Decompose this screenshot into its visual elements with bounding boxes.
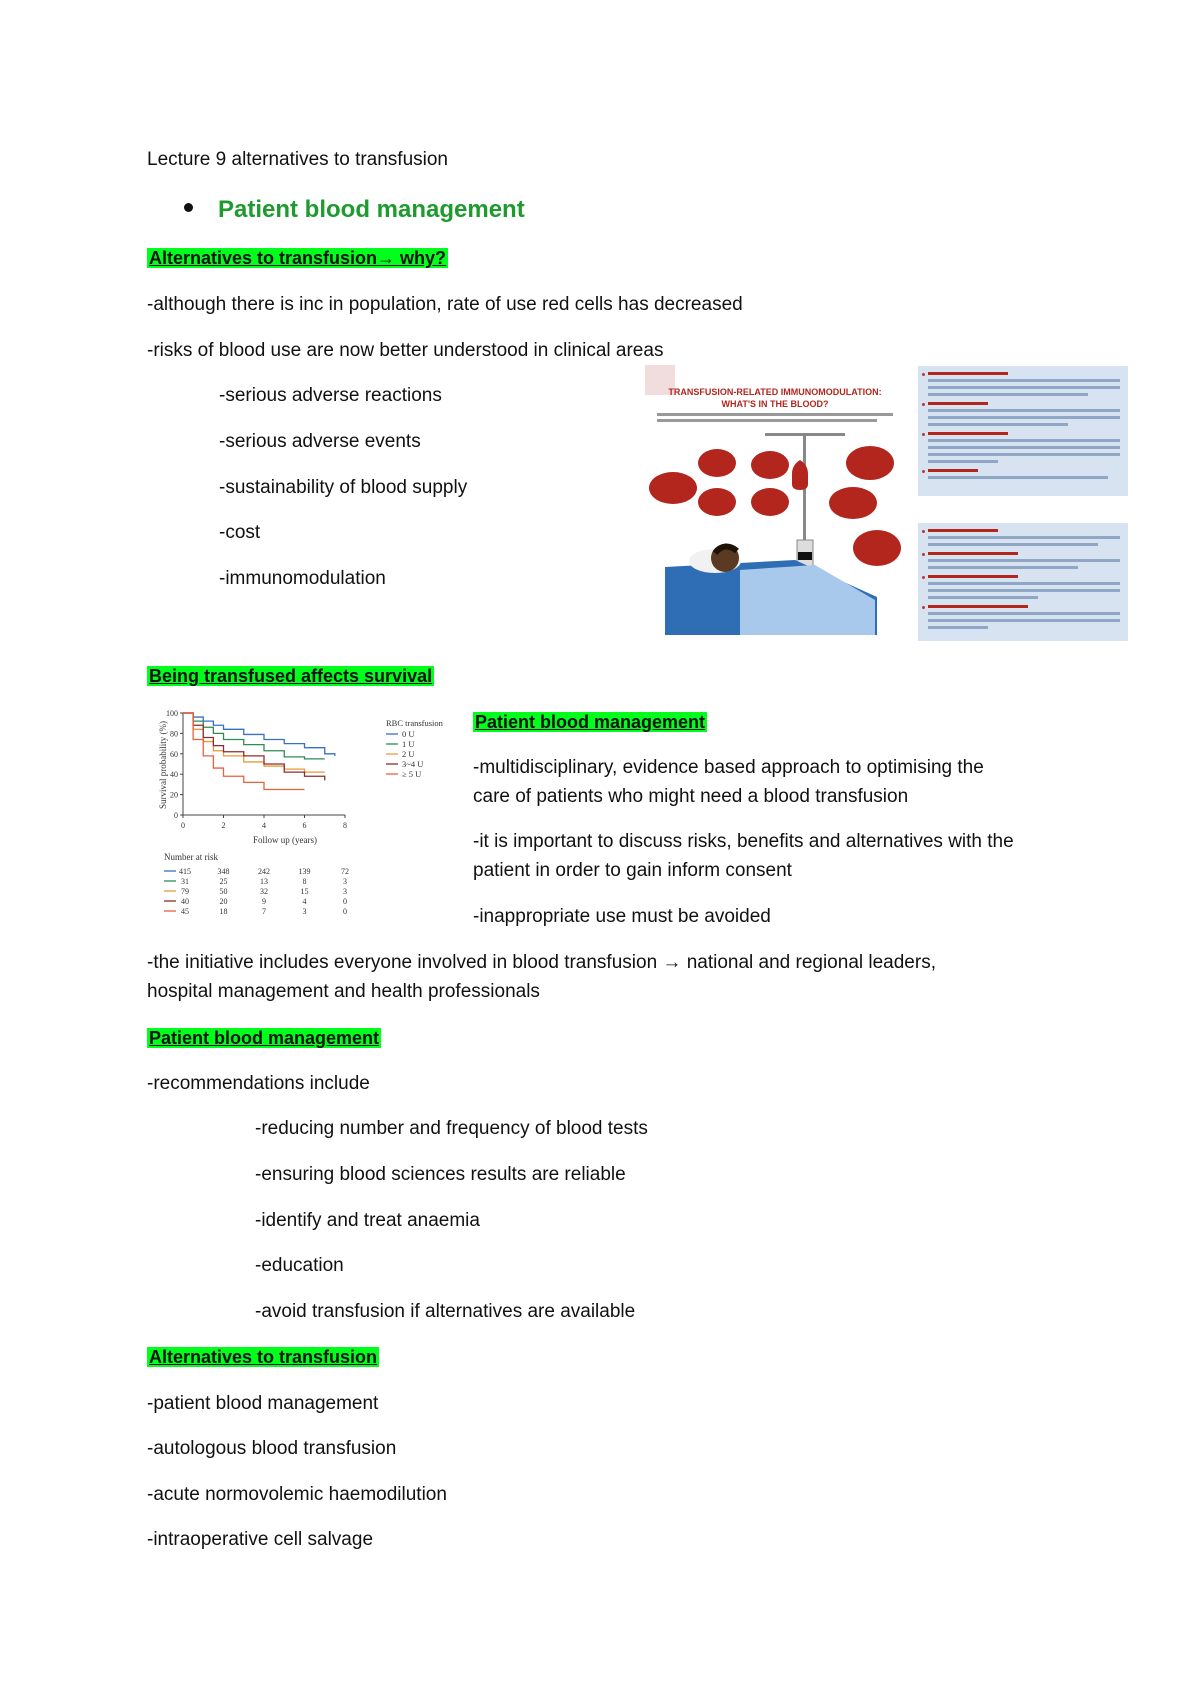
- text-line: -it is important to discuss risks, benefits and alternatives with the: [473, 831, 1014, 852]
- risk-cell: 9: [262, 897, 266, 906]
- risk-cell: 3: [343, 887, 347, 896]
- legend-label: ≥ 5 U: [402, 769, 422, 779]
- list-item: -intraoperative cell salvage: [147, 1529, 374, 1550]
- section-heading-why: Alternatives to transfusion→ why?: [149, 248, 447, 268]
- infographic-sidebar-top: [918, 366, 1128, 496]
- text-line: -multidisciplinary, evidence based approach to optimising the: [473, 757, 984, 778]
- lecture-title: Lecture 9 alternatives to transfusion: [147, 149, 449, 170]
- legend-label: 2 U: [402, 749, 415, 759]
- risk-cell: 20: [219, 897, 228, 906]
- text-line: patient in order to gain inform consent: [473, 860, 792, 881]
- risk-cell: 3: [343, 877, 347, 886]
- list-item: -serious adverse reactions: [219, 385, 442, 406]
- list-item: -patient blood management: [147, 1393, 379, 1414]
- risk-cell: 139: [298, 867, 311, 876]
- risk-cell: 15: [300, 887, 309, 896]
- risk-cell: 242: [258, 867, 270, 876]
- legend-label: 0 U: [402, 729, 415, 739]
- y-axis-label: Survival probability (%): [158, 721, 168, 809]
- list-item: -acute normovolemic haemodilution: [147, 1484, 447, 1505]
- text-line: -although there is inc in population, rate of use red cells has decreased: [147, 294, 743, 315]
- section-heading-alternatives: Alternatives to transfusion: [149, 1347, 378, 1367]
- y-tick-label: 0: [174, 811, 178, 820]
- bubble: [751, 451, 789, 479]
- text-line: -the initiative includes everyone involved in blood transfusion → national and regional leaders,: [147, 952, 936, 973]
- x-axis-label: Follow up (years): [253, 835, 317, 845]
- bubble: [846, 446, 894, 480]
- section-heading-pbm-1: Patient blood management: [475, 712, 706, 732]
- y-tick-label: 60: [170, 749, 178, 759]
- risk-cell: 45: [181, 907, 189, 916]
- section-heading-pbm-2: Patient blood management: [149, 1028, 380, 1048]
- legend-label: 3~4 U: [402, 759, 424, 769]
- risk-cell: 32: [260, 887, 268, 896]
- series-line-3: [183, 713, 325, 780]
- bubble: [853, 530, 901, 566]
- text-line: care of patients who might need a blood transfusion: [473, 786, 909, 807]
- x-tick-label: 4: [262, 821, 266, 830]
- bubble: [698, 488, 736, 516]
- risk-cell: 0: [343, 907, 347, 916]
- list-item: -ensuring blood sciences results are reliable: [255, 1164, 626, 1185]
- y-tick-label: 100: [166, 709, 178, 718]
- risk-cell: 79: [181, 887, 189, 896]
- list-item: -immunomodulation: [219, 568, 386, 589]
- y-tick-label: 80: [170, 729, 178, 739]
- risk-cell: 7: [262, 907, 266, 916]
- series-line-2: [183, 713, 325, 772]
- main-heading: Patient blood management: [218, 196, 525, 223]
- list-item: -autologous blood transfusion: [147, 1438, 397, 1459]
- series-line-1: [183, 713, 325, 759]
- risk-cell: 4: [302, 897, 307, 906]
- x-tick-label: 0: [181, 821, 185, 830]
- x-tick-label: 6: [302, 821, 307, 830]
- infographic-title-2: WHAT'S IN THE BLOOD?: [721, 399, 829, 409]
- survival-chart-svg: [158, 705, 456, 923]
- text-line: -risks of blood use are now better understood in clinical areas: [147, 340, 664, 361]
- text-line: -inappropriate use must be avoided: [473, 906, 771, 927]
- section-heading-survival: Being transfused affects survival: [149, 666, 433, 686]
- list-item: -sustainability of blood supply: [219, 477, 468, 498]
- bubble: [751, 488, 789, 516]
- risk-cell: 0: [343, 897, 347, 906]
- list-item: -reducing number and frequency of blood tests: [255, 1118, 648, 1139]
- risk-cell: 31: [181, 877, 189, 886]
- bubble: [649, 472, 697, 504]
- risk-cell: 8: [302, 877, 307, 886]
- series-line-0: [183, 713, 335, 756]
- risk-cell: 72: [341, 867, 349, 876]
- list-item: -education: [255, 1255, 344, 1276]
- bubble: [698, 449, 736, 477]
- list-item: -serious adverse events: [219, 431, 421, 452]
- legend-label: 1 U: [402, 739, 415, 749]
- infographic-sidebar-bottom: [918, 523, 1128, 641]
- bullet-icon: [184, 203, 193, 212]
- risk-cell: 40: [181, 897, 189, 906]
- y-tick-label: 20: [170, 790, 178, 800]
- list-item: -avoid transfusion if alternatives are available: [255, 1301, 636, 1322]
- risk-cell: 25: [219, 877, 228, 886]
- x-tick-label: 2: [221, 821, 226, 830]
- survival-chart: [158, 705, 456, 923]
- risk-cell: 3: [302, 907, 307, 916]
- risk-cell: 18: [219, 907, 228, 916]
- y-tick-label: 40: [170, 770, 178, 780]
- infographic-title-1: TRANSFUSION-RELATED IMMUNOMODULATION:: [668, 387, 882, 397]
- risk-cell: 415: [179, 867, 191, 876]
- risk-cell: 13: [260, 877, 268, 886]
- x-tick-label: 8: [343, 821, 347, 830]
- number-at-risk-label: Number at risk: [164, 852, 218, 862]
- transfusion-infographic: [645, 365, 905, 635]
- risk-cell: 348: [217, 867, 230, 876]
- text-line: -recommendations include: [147, 1073, 370, 1094]
- list-item: -identify and treat anaemia: [255, 1210, 480, 1231]
- text-line: hospital management and health professionals: [147, 981, 540, 1002]
- risk-cell: 50: [219, 887, 228, 896]
- list-item: -cost: [219, 522, 261, 543]
- bubble: [829, 487, 877, 519]
- legend-title: RBC transfusion: [386, 718, 443, 728]
